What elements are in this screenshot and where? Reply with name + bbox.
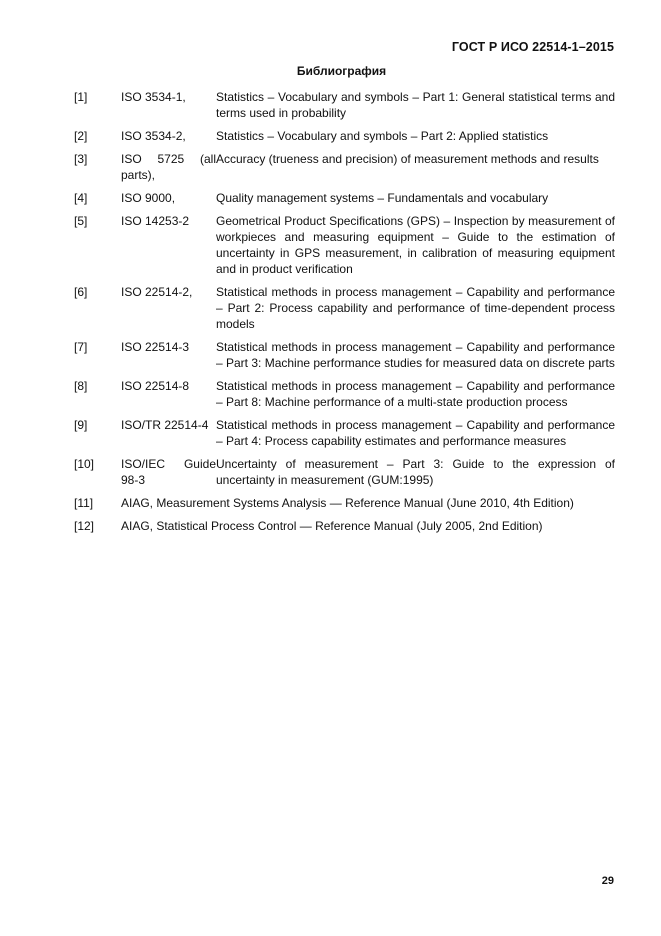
entry-code: ISO 3534-1, [121, 90, 186, 104]
entry-number: [6] [74, 285, 88, 299]
entry-number: [2] [74, 129, 88, 143]
entry-code: ISO/TR 22514-4 [121, 418, 209, 432]
document-header: ГОСТ Р ИСО 22514-1–2015 [451, 40, 614, 54]
entry-number: [3] [74, 152, 88, 166]
entry-text: Statistics – Vocabulary and symbols – Part 2: Applied statistics [216, 129, 549, 143]
bibliography-entry [74, 151, 615, 183]
bibliography-entry [74, 284, 615, 332]
bibliography-entry [74, 339, 615, 371]
entry-number: [12] [74, 519, 95, 533]
bibliography-entry [74, 213, 615, 277]
page-number: 29 [601, 875, 614, 887]
entry-code: ISO 22514-3 [121, 340, 190, 354]
entry-code: ISO 14253-2 [121, 214, 190, 228]
entry-number: [5] [74, 214, 88, 228]
bibliography-entry [74, 518, 615, 534]
bibliography-entry [74, 495, 615, 511]
bibliography-entry [74, 128, 615, 144]
entry-text: Uncertainty of measurement – Part 3: Guide to the expression of uncertainty in measurement (GUM:1995) [216, 457, 615, 487]
bibliography-entry [74, 190, 615, 206]
entry-number: [4] [74, 191, 88, 205]
entry-code: ISO 22514-2, [121, 285, 193, 299]
entry-code: ISO 5725 (all parts), [121, 152, 216, 182]
entry-number: [1] [74, 90, 88, 104]
bibliography-entry [74, 456, 615, 488]
entry-text: Quality management systems – Fundamentals and vocabulary [216, 191, 549, 205]
bibliography-title: Библиография [296, 64, 387, 78]
entry-text: Statistical methods in process management – Capability and performance – Part 8: Machine performance of a multi-state production process [216, 379, 615, 409]
entry-number: [7] [74, 340, 88, 354]
entry-text: Accuracy (trueness and precision) of measurement methods and results [216, 152, 599, 166]
entry-text: Statistical methods in process management – Capability and performance – Part 4: Process capability estimates and performance measures [216, 418, 615, 448]
entry-number: [11] [74, 496, 94, 510]
entry-text: Geometrical Product Specifications (GPS) – Inspection by measurement of workpieces and measuring equipment – Guide to the estimation of uncertainty in GPS measurement, in calibration of measuring equipment and in product verification [216, 214, 615, 276]
entry-text: AIAG, Statistical Process Control — Reference Manual (July 2005, 2nd Edition) [121, 519, 543, 533]
entry-number: [8] [74, 379, 88, 393]
bibliography-entry [74, 417, 615, 449]
bibliography-list [74, 89, 615, 541]
entry-text: Statistical methods in process management – Capability and performance – Part 3: Machine performance studies for measured data on discrete parts [216, 340, 615, 370]
entry-code: ISO 9000, [121, 191, 176, 205]
entry-number: [10] [74, 457, 95, 471]
entry-code: ISO 3534-2, [121, 129, 186, 143]
entry-code: ISO 22514-8 [121, 379, 190, 393]
entry-text: AIAG, Measurement Systems Analysis — Reference Manual (June 2010, 4th Edition) [121, 496, 574, 510]
entry-number: [9] [74, 418, 88, 432]
entry-text: Statistical methods in process management – Capability and performance – Part 2: Process capability and performance of time-dependent process models [216, 285, 615, 331]
entry-text: Statistics – Vocabulary and symbols – Part 1: General statistical terms and terms used in probability [216, 90, 615, 120]
bibliography-entry [74, 89, 615, 121]
entry-code: ISO/IEC Guide 98-3 [121, 457, 216, 487]
bibliography-entry [74, 378, 615, 410]
